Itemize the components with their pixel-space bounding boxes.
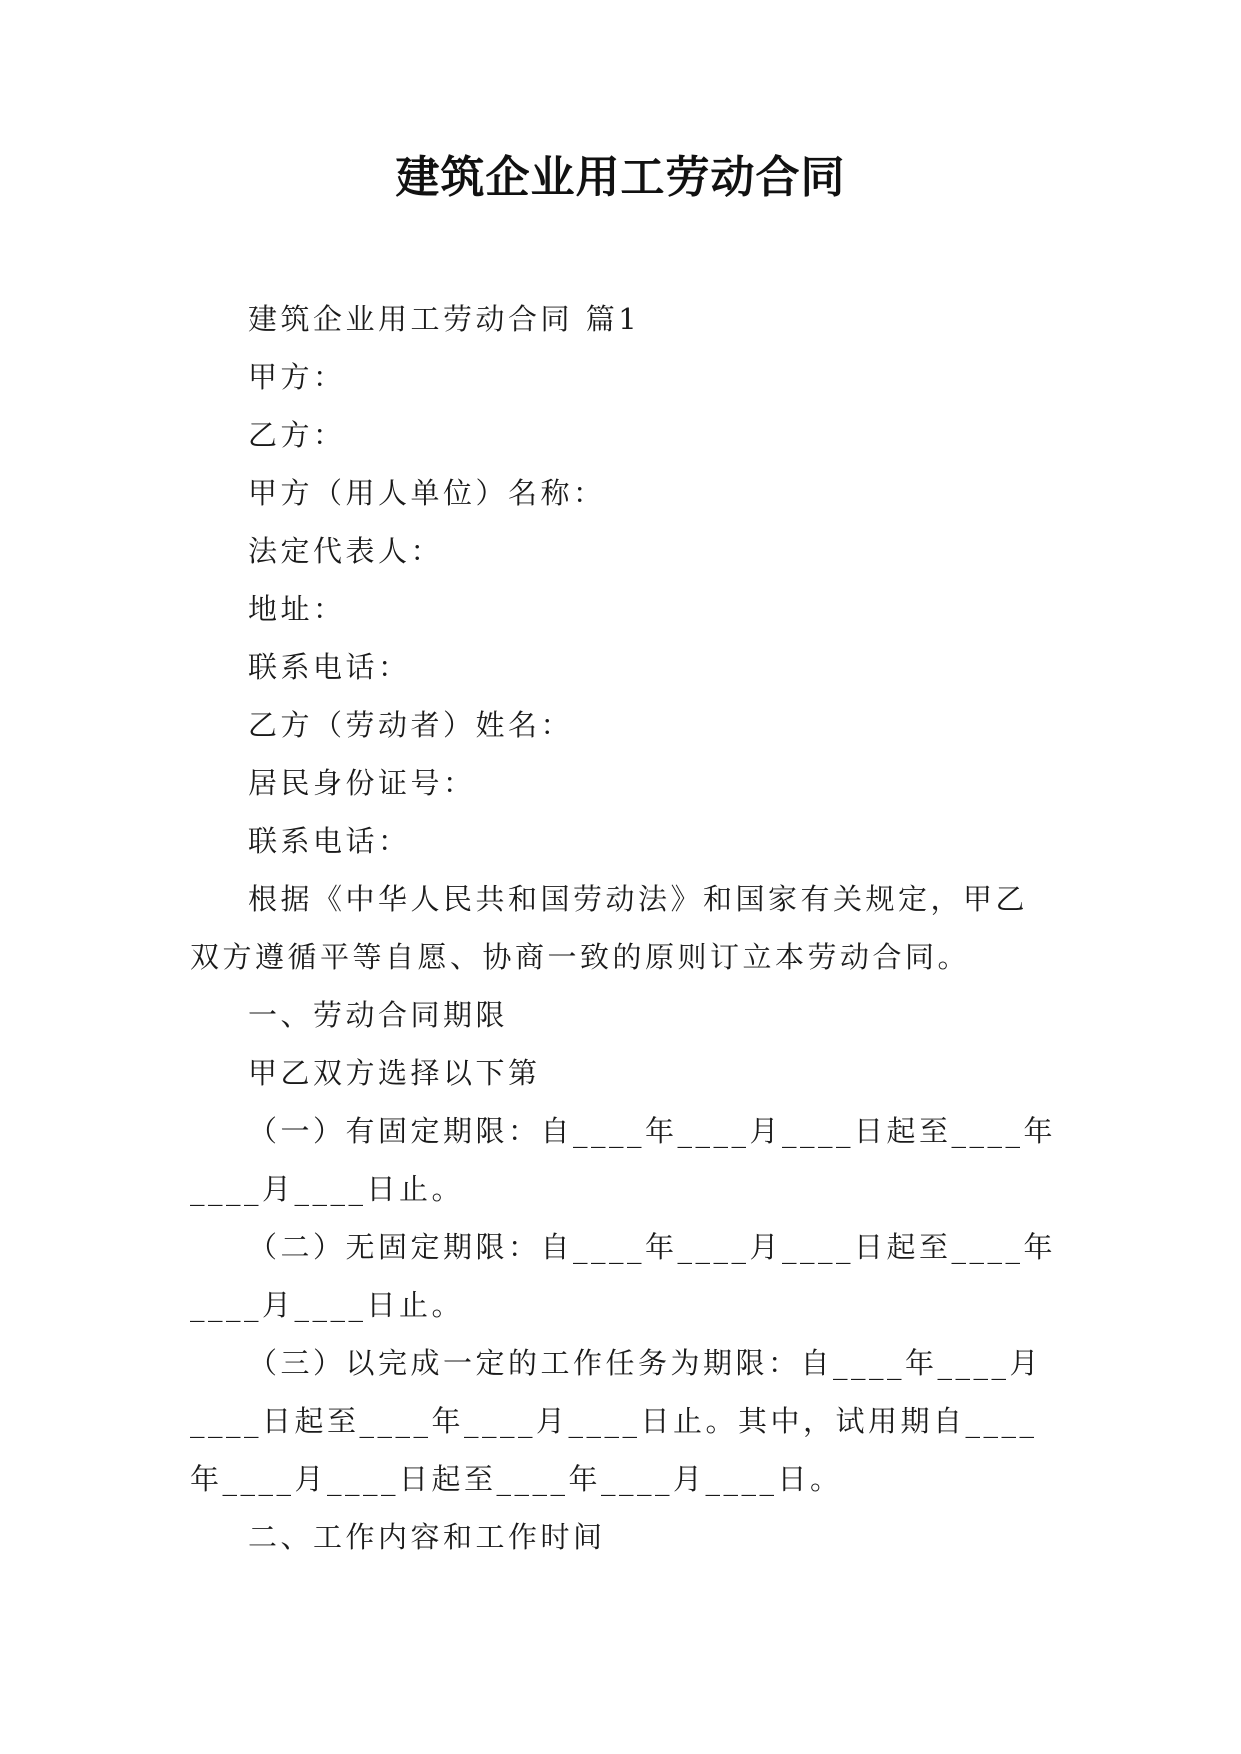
clause-heading-term: 一、劳动合同期限	[248, 998, 509, 1032]
term-choice-line: 甲乙双方选择以下第	[248, 1056, 541, 1090]
document-body	[190, 290, 1058, 1566]
term-option-open: （二）无固定期限：自____年____月____日起至____年____月____日止。	[190, 1230, 1057, 1322]
employer-name-line: 甲方（用人单位）名称：	[248, 476, 606, 510]
legal-representative-line: 法定代表人：	[248, 534, 444, 568]
address-line: 地址：	[248, 592, 346, 626]
term-option-fixed: （一）有固定期限：自____年____月____日起至____年____月____日止。	[190, 1114, 1057, 1206]
employer-phone-line: 联系电话：	[248, 650, 411, 684]
id-number-line: 居民身份证号：	[248, 766, 476, 800]
employee-name-line: 乙方（劳动者）姓名：	[248, 708, 574, 742]
section-heading: 建筑企业用工劳动合同 篇1	[248, 302, 641, 336]
term-option-task: （三）以完成一定的工作任务为期限：自____年____月____日起至____年____月____日止。其中，试用期自____年____月____日起至____年____月____日。	[190, 1346, 1043, 1496]
party-b-line: 乙方：	[248, 418, 346, 452]
party-a-line: 甲方：	[248, 360, 346, 394]
employee-phone-line: 联系电话：	[248, 824, 411, 858]
preamble-paragraph: 根据《中华人民共和国劳动法》和国家有关规定，甲乙双方遵循平等自愿、协商一致的原则订立本劳动合同。	[190, 882, 1029, 974]
clause-heading-work: 二、工作内容和工作时间	[248, 1520, 606, 1554]
document-title: 建筑企业用工劳动合同	[395, 152, 846, 203]
